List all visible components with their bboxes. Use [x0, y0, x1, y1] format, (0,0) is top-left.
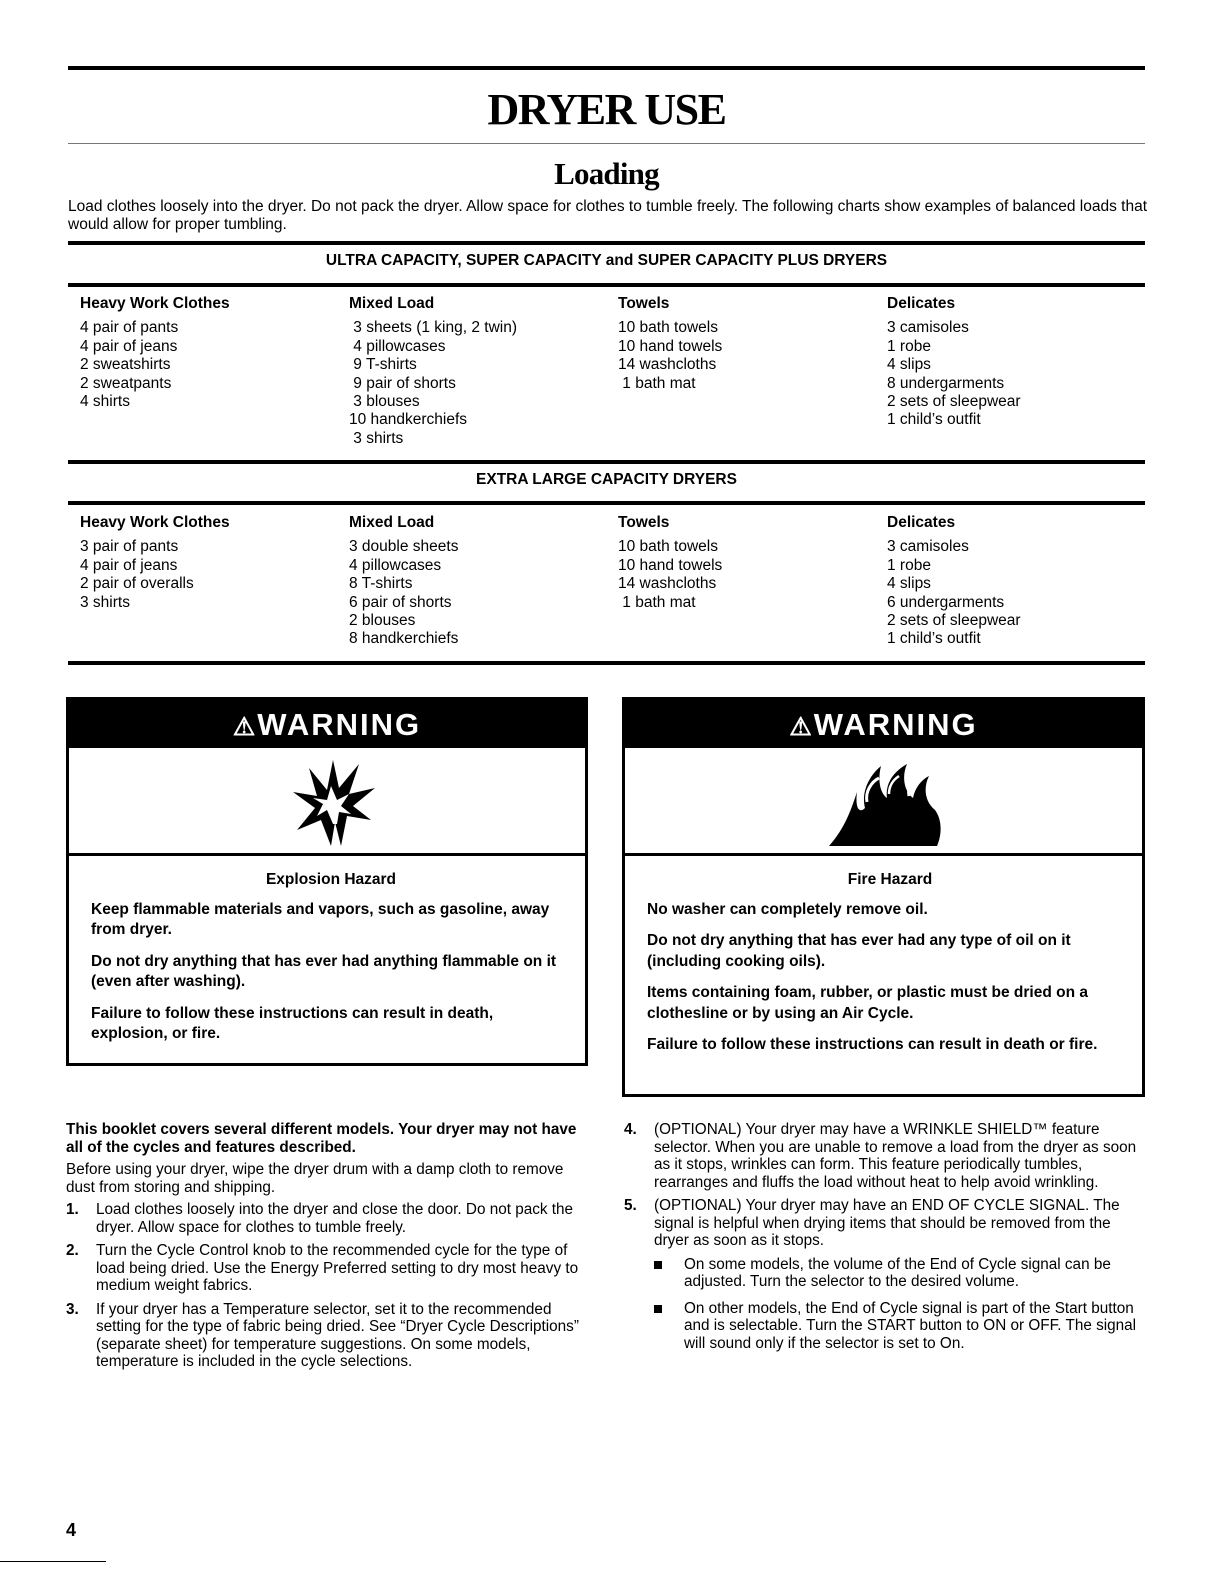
list-item: 9 T-shirts — [349, 356, 417, 374]
table-rule — [68, 283, 1145, 287]
warning-header — [625, 700, 1142, 748]
list-item: 4 pillowcases — [349, 337, 446, 355]
bullet-text: On other models, the End of Cycle signal is part of the Start button and is selectable. Turn the START button to ON or OFF. The signal will sound only if the selector is set to On. — [684, 1299, 1137, 1352]
list-item: 3 camisoles — [887, 538, 969, 556]
fire-icon — [825, 758, 949, 850]
step-number: 4. — [624, 1121, 637, 1138]
warning-title: WARNING — [257, 707, 422, 742]
list-item: 2 sweatshirts — [80, 356, 171, 374]
list-item: 3 shirts — [80, 593, 130, 611]
column-header: Towels — [618, 295, 670, 312]
hazard-icon-panel — [69, 748, 585, 856]
table-column — [349, 295, 517, 448]
page-number: 4 — [66, 1520, 77, 1540]
list-item: 9 pair of shorts — [349, 374, 456, 392]
hazard-icon-panel — [625, 748, 1142, 856]
list-item: 14 washcloths — [618, 575, 717, 593]
list-item: 4 pair of pants — [80, 319, 179, 337]
list-item: 3 sheets (1 king, 2 twin) — [349, 319, 517, 337]
step-text: Turn the Cycle Control knob to the recommended cycle for the type of load being dried. Use the Energy Preferred setting to dry most heavy to medium weight fabrics. — [96, 1242, 579, 1294]
hazard-title: Explosion Hazard — [265, 871, 397, 888]
warning-paragraph: No washer can completely remove oil. — [647, 900, 928, 918]
list-item: 1 robe — [887, 337, 931, 355]
column-header: Mixed Load — [349, 514, 435, 531]
list-item: 2 pair of overalls — [80, 575, 194, 593]
bullet-text: On some models, the volume of the End of Cycle signal can be adjusted. Turn the selector to the desired volume. — [684, 1255, 1111, 1290]
step-number: 2. — [66, 1242, 79, 1259]
list-item: 1 child’s outfit — [887, 630, 981, 648]
warning-text — [647, 870, 1133, 1067]
explosion-warning-box — [66, 697, 588, 1066]
list-item: 4 pillowcases — [349, 556, 442, 574]
list-item: 4 slips — [887, 356, 931, 374]
list-item: 6 pair of shorts — [349, 593, 452, 611]
column-header: Heavy Work Clothes — [80, 295, 230, 312]
step-item — [66, 1301, 588, 1371]
list-item: 10 handkerchiefs — [349, 411, 468, 429]
section-title: Loading — [554, 156, 659, 191]
intro-note: Before using your dryer, wipe the dryer drum with a damp cloth to remove dust from storing and shipping. — [66, 1161, 564, 1196]
warning-paragraph: Failure to follow these instructions can result in death or fire. — [647, 1036, 1098, 1053]
list-item: 3 blouses — [349, 393, 420, 411]
list-item: 8 T-shirts — [349, 575, 413, 593]
list-item: 10 hand towels — [618, 337, 723, 355]
list-item: 3 double sheets — [349, 538, 459, 556]
bullet-item — [652, 1300, 1145, 1353]
list-item: 4 shirts — [80, 393, 130, 411]
table-column — [887, 295, 1021, 430]
table-rule — [68, 661, 1145, 665]
list-item: 1 child’s outfit — [887, 411, 981, 429]
warning-paragraph: Items containing foam, rubber, or plastic must be dried on a clothesline or by using an Air Cycle. — [647, 984, 1088, 1022]
top-rule — [68, 66, 1145, 70]
warning-paragraph: Do not dry anything that has ever had anything flammable on it (even after washing). — [91, 952, 557, 990]
table-column — [618, 295, 722, 393]
column-header: Mixed Load — [349, 295, 435, 312]
table-column — [887, 514, 1021, 649]
table-rule — [68, 501, 1145, 505]
list-item: 10 bath towels — [618, 538, 718, 556]
step-text: (OPTIONAL) Your dryer may have an END OF CYCLE SIGNAL. The signal is helpful when drying items that should be removed from the dryer as soon as it stops. — [654, 1197, 1120, 1249]
table-column — [349, 514, 458, 649]
intro-paragraph: Load clothes loosely into the dryer. Do not pack the dryer. Allow space for clothes to tumble freely. The following charts show examples of balanced loads that would allow for proper tumbling. — [68, 198, 1147, 233]
list-item: 3 camisoles — [887, 319, 969, 337]
bullet-square-icon — [654, 1261, 662, 1269]
column-header: Delicates — [887, 514, 956, 531]
list-item: 10 hand towels — [618, 556, 723, 574]
warning-title: WARNING — [813, 707, 978, 742]
title-divider — [68, 143, 1145, 144]
list-item: 8 undergarments — [887, 374, 1005, 392]
table-column — [80, 514, 230, 612]
step-number: 5. — [624, 1197, 637, 1214]
step-item — [624, 1121, 1145, 1191]
list-item: 4 pair of jeans — [80, 556, 178, 574]
page-title: DRYER USE — [487, 85, 726, 134]
list-item: 14 washcloths — [618, 356, 717, 374]
warning-triangle-icon: ⚠ — [232, 713, 256, 741]
list-item: 3 pair of pants — [80, 538, 179, 556]
column-header: Heavy Work Clothes — [80, 514, 230, 531]
warning-paragraph: Failure to follow these instructions can result in death, explosion, or fire. — [91, 1004, 494, 1042]
list-item: 8 handkerchiefs — [349, 630, 459, 648]
list-item: 10 bath towels — [618, 319, 718, 337]
list-item: 1 robe — [887, 556, 931, 574]
step-number: 1. — [66, 1201, 79, 1218]
hazard-title: Fire Hazard — [847, 871, 933, 888]
bullet-item — [652, 1256, 1145, 1291]
warning-paragraph: Do not dry anything that has ever had any type of oil on it (including cooking oils). — [647, 932, 1071, 970]
bullet-list — [624, 1256, 1145, 1353]
bullet-square-icon — [654, 1305, 662, 1313]
column-header: Towels — [618, 514, 670, 531]
step-number: 3. — [66, 1300, 79, 1318]
step-item — [624, 1197, 1145, 1250]
footer-rule — [0, 1561, 106, 1562]
list-item: 1 bath mat — [618, 374, 696, 392]
list-item: 2 sets of sleepwear — [887, 393, 1021, 411]
list-item: 2 sets of sleepwear — [887, 612, 1021, 630]
list-item: 4 pair of jeans — [80, 337, 178, 355]
list-item: 2 blouses — [349, 612, 416, 630]
table-rule — [68, 241, 1145, 245]
list-item: 6 undergarments — [887, 593, 1005, 611]
list-item: 2 sweatpants — [80, 374, 172, 392]
step-text: If your dryer has a Temperature selector, set it to the recommended setting for the type of fabric being dried. See “Dryer Cycle Descriptions” (separate sheet) for temperature suggestions. On some models, temperature is included in the cycle selections. — [96, 1300, 579, 1370]
warning-paragraph: Keep flammable materials and vapors, such as gasoline, away from dryer. — [91, 900, 550, 938]
step-text: (OPTIONAL) Your dryer may have a WRINKLE SHIELD™ feature selector. When you are unable to remove a load from the dryer as soon as it stops, wrinkles can form. This feature periodically tumbles, rearranges and fluffs the load without heat to help avoid wrinkling. — [654, 1121, 1137, 1191]
table-rule — [68, 460, 1145, 464]
list-item: 4 slips — [887, 575, 931, 593]
step-item — [66, 1201, 588, 1236]
step-text: Load clothes loosely into the dryer and close the door. Do not pack the dryer. Allow space for clothes to tumble freely. — [96, 1201, 574, 1236]
warning-triangle-icon: ⚠ — [789, 713, 812, 741]
table-column — [80, 295, 230, 411]
instructions-left — [66, 1121, 588, 1377]
models-note: This booklet covers several different models. Your dryer may not have all of the cycles and features described. — [66, 1121, 577, 1156]
explosion-icon — [291, 758, 377, 848]
table-column — [618, 514, 722, 612]
step-item — [66, 1242, 588, 1295]
warning-text — [91, 870, 571, 1056]
warning-header — [69, 700, 585, 748]
column-header: Delicates — [887, 295, 956, 312]
list-item: 3 shirts — [349, 429, 404, 447]
fire-warning-box — [622, 697, 1145, 1097]
table-heading: ULTRA CAPACITY, SUPER CAPACITY and SUPER CAPACITY PLUS DRYERS — [325, 252, 888, 269]
list-item: 1 bath mat — [618, 593, 696, 611]
table-heading: EXTRA LARGE CAPACITY DRYERS — [476, 471, 737, 488]
instructions-right — [624, 1121, 1145, 1361]
